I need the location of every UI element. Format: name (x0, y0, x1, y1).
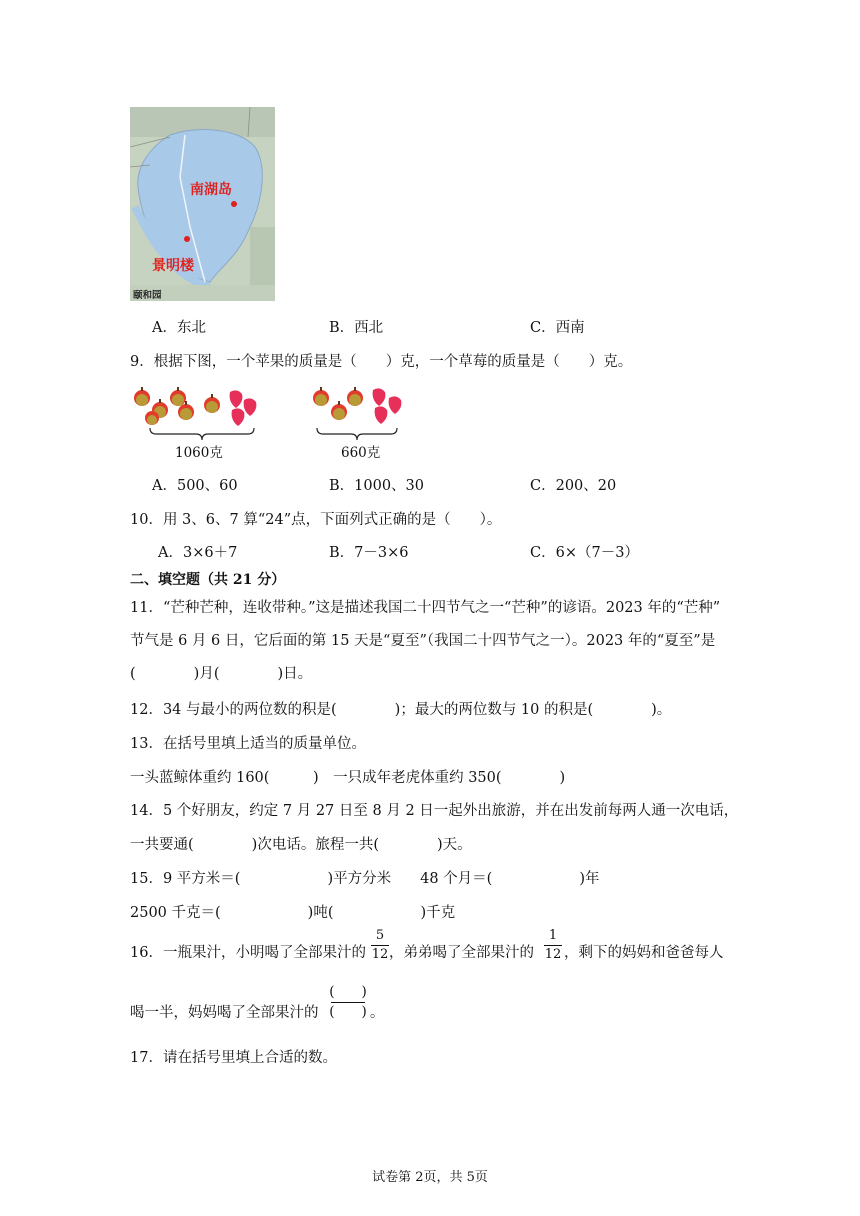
map-label-jingming: 景明楼 (152, 258, 194, 274)
q13-title: 13．在括号里填上适当的质量单位。 (130, 736, 366, 752)
q16-frac2-numerator: 1 (548, 928, 558, 943)
q10-text: 10．用 3、6、7 算“24”点，下面列式正确的是（ ）。 (130, 512, 502, 528)
section-fill-in-title: 二、填空题（共 21 分） (130, 572, 286, 588)
q16-line2: 喝一半，妈妈喝了全部果汁的 (130, 1005, 319, 1021)
q9-option-c[interactable]: C．200、20 (530, 478, 617, 494)
q12-text: 12．34 与最小的两位数的积是( )；最大的两位数与 10 的积是( )。 (130, 702, 672, 718)
q9-right-weight: 660克 (341, 445, 381, 461)
q9-left-weight: 1060克 (175, 445, 223, 461)
summer-palace-map (130, 107, 275, 301)
q10-option-c[interactable]: C．6×（7－3） (530, 545, 639, 561)
q8-option-a[interactable]: A．东北 (152, 320, 206, 336)
q9-option-b[interactable]: B．1000、30 (329, 478, 425, 494)
q11-line1: 11．“芒种芒种，连收带种。”这是描述我国二十四节气之一“芒种”的谚语。2023 年的“芒种” (130, 600, 721, 616)
q15-line2: 2500 千克＝( )吨( )千克 (130, 905, 456, 921)
q11-line2: 节气是 6 月 6 日，它后面的第 15 天是“夏至”（我国二十四节气之一）。2023 年的“夏至”是 (130, 633, 716, 649)
q16-frac1-numerator: 5 (375, 928, 385, 943)
page-footer: 试卷第 2页，共 5页 (372, 1170, 488, 1185)
q9-text: 9．根据下图，一个苹果的质量是（ ）克，一个草莓的质量是（ ）克。 (130, 354, 633, 370)
q15-line1: 15．9 平方米＝( )平方分米 48 个月＝( )年 (130, 871, 600, 887)
map-label-south-island: 南湖岛 (190, 182, 232, 198)
q14-line2: 一共要通( )次电话。旅程一共( )天。 (130, 837, 472, 853)
q17-text: 17．请在括号里填上合适的数。 (130, 1050, 337, 1066)
q16-frac1-denominator: 12 (371, 947, 389, 962)
q9-option-a[interactable]: A．500、60 (152, 478, 238, 494)
q8-option-c[interactable]: C．西南 (530, 320, 585, 336)
q10-option-a[interactable]: A．3×6＋7 (158, 545, 238, 561)
q16-part2: ，弟弟喝了全部果汁的 (389, 945, 534, 961)
q11-line3: ( )月( )日。 (130, 666, 313, 682)
q8-option-b[interactable]: B．西北 (329, 320, 384, 336)
q16-part3: ，剩下的妈妈和爸爸每人 (564, 945, 724, 961)
q16-frac2-denominator: 12 (544, 947, 562, 962)
q16-answer-denominator[interactable]: ( ) (329, 1004, 367, 1020)
q16-answer-fraction[interactable] (327, 984, 369, 1021)
q16-part1: 16．一瓶果汁，小明喝了全部果汁的 (130, 945, 366, 961)
q16-fraction-2 (544, 928, 562, 963)
q10-option-b[interactable]: B．7－3×6 (329, 545, 409, 561)
q16-fraction-1 (371, 928, 389, 963)
q13-line: 一头蓝鲸体重约 160( ) 一只成年老虎体重约 350( ) (130, 770, 566, 786)
q16-answer-numerator[interactable]: ( ) (329, 984, 367, 1000)
q14-line1: 14．5 个好朋友，约定 7 月 27 日至 8 月 2 日一起外出旅游，并在出发前每两人通一次电话， (130, 803, 739, 819)
q16-end: 。 (370, 1005, 385, 1021)
map-label-park: 颐和园 (133, 290, 162, 301)
